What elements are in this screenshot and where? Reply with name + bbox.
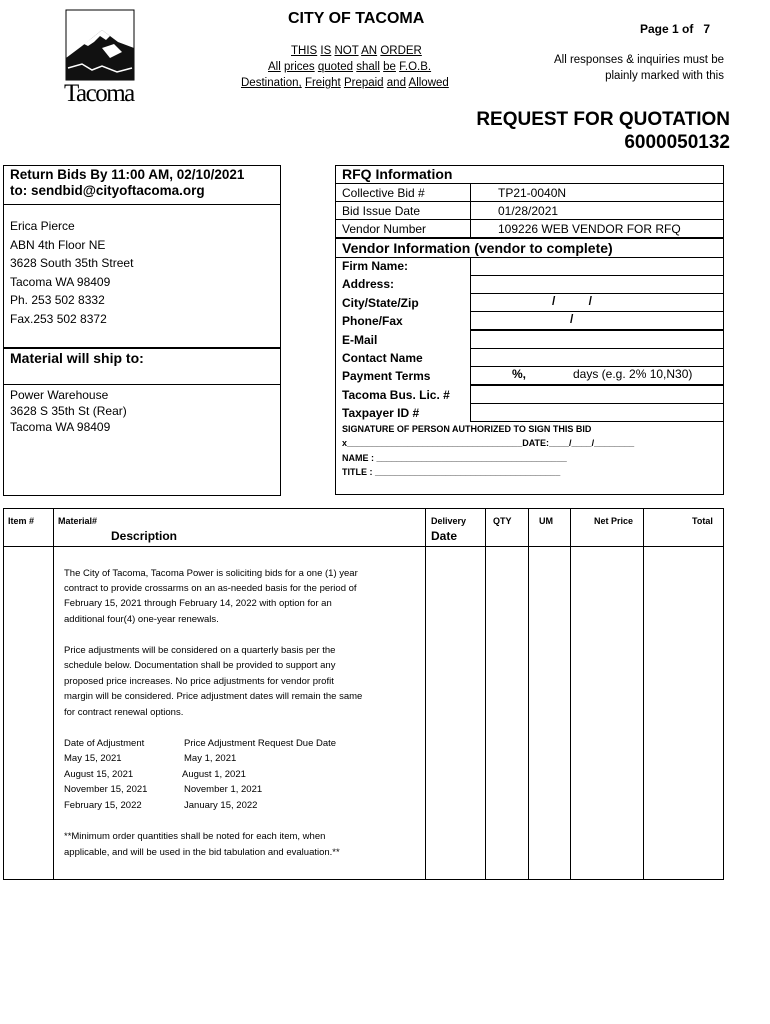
- contact-block: [10, 217, 133, 328]
- adjustment-date: August 15, 2021: [64, 769, 134, 780]
- not-order-notice: THIS IS NOT AN ORDER: [291, 45, 422, 57]
- adjustment-col1-head: Date of Adjustment: [64, 738, 145, 749]
- return-bids-email[interactable]: to: sendbid@cityoftacoma.org: [10, 183, 205, 198]
- rfq-title: REQUEST FOR QUOTATION: [476, 109, 730, 130]
- description-line: for contract renewal options.: [64, 707, 184, 718]
- phone-fax-slash: /: [570, 312, 574, 326]
- adjustment-due: May 1, 2021: [184, 753, 237, 764]
- address-field[interactable]: [470, 275, 724, 294]
- col-total: Total: [692, 516, 713, 526]
- city-logo: [62, 8, 136, 112]
- page-indicator: Page 1 of 7: [640, 22, 711, 36]
- col-qty: QTY: [493, 516, 512, 526]
- adjustment-date: May 15, 2021: [64, 753, 122, 764]
- adjustment-due: January 15, 2022: [184, 800, 258, 811]
- rfq-number: 6000050132: [624, 132, 730, 153]
- email-field[interactable]: [470, 330, 724, 349]
- col-description: Description: [111, 529, 178, 543]
- contact-line: ABN 4th Floor NE: [10, 237, 106, 252]
- description-line: contract to provide crossarms on an as-needed basis for the period of: [64, 583, 357, 594]
- vendor-number-value: 109226 WEB VENDOR FOR RFQ: [498, 222, 681, 236]
- signature-line[interactable]: x___________________________________DATE:____/____/________: [342, 438, 635, 448]
- phone-fax-field[interactable]: [470, 311, 724, 330]
- description-line: margin will be considered. Price adjustment dates will remain the same: [64, 691, 363, 702]
- col-delivery: Delivery: [431, 516, 467, 526]
- description-line: Price adjustments will be considered on a quarterly basis per the: [64, 645, 336, 656]
- title-line[interactable]: TITLE : _____________________________________: [342, 467, 561, 477]
- return-bids-box: [3, 165, 281, 496]
- business-license-field[interactable]: [470, 385, 724, 404]
- description-line: additional four(4) one-year renewals.: [64, 614, 219, 625]
- contact-line: Tacoma WA 98409: [10, 274, 111, 289]
- contact-line: 3628 South 35th Street: [10, 256, 134, 270]
- return-bids-deadline: Return Bids By 11:00 AM, 02/10/2021: [10, 167, 245, 182]
- col-material: Material#: [58, 516, 98, 526]
- col-item: Item #: [8, 516, 35, 526]
- adjustment-due: November 1, 2021: [184, 784, 263, 795]
- rfq-info-rows: Collective Bid # Bid Issue Date Vendor Number: [342, 186, 427, 236]
- description-line: schedule below. Documentation shall be provided to support any: [64, 660, 336, 671]
- description-line: The City of Tacoma, Tacoma Power is soliciting bids for a one (1) year: [64, 568, 358, 579]
- name-line[interactable]: NAME : ______________________________________: [342, 453, 567, 463]
- col-net-price: Net Price: [594, 516, 634, 526]
- contact-line: Erica Pierce: [10, 219, 75, 233]
- inquiries-note-1: All responses & inquiries must be: [553, 54, 724, 66]
- ship-to-address: Power Warehouse 3628 S 35th St (Rear) Tacoma WA 98409: [10, 388, 127, 434]
- adjustment-col2-head: Price Adjustment Request Due Date: [184, 738, 337, 749]
- description-line: proposed price increases. No price adjustments for vendor profit: [64, 676, 334, 687]
- adjustment-due: August 1, 2021: [182, 769, 246, 780]
- payment-percent: %,: [512, 367, 527, 381]
- collective-bid-value: TP21-0040N: [498, 186, 567, 200]
- inquiries-note-2: plainly marked with this: [605, 70, 724, 82]
- description-line: February 15, 2021 through February 14, 2022 with option for an: [64, 598, 332, 609]
- contact-line: Fax.253 502 8372: [10, 311, 107, 326]
- fob-line-2: Destination, Freight Prepaid and Allowed: [241, 77, 449, 89]
- vendor-field-labels: Firm Name: Address: City/State/Zip Phone/Fax E-Mail Contact Name Payment Terms Tacoma Bus. Lic. # Taxpayer ID #: [342, 259, 450, 421]
- min-order-note-2: applicable, and will be used in the bid tabulation and evaluation.**: [64, 847, 340, 858]
- col-date: Date: [431, 529, 458, 543]
- vendor-info-title: Vendor Information (vendor to complete): [342, 240, 613, 256]
- taxpayer-id-field[interactable]: [470, 403, 724, 422]
- adjustment-date: February 15, 2022: [64, 800, 142, 811]
- fob-line-1: All prices quoted shall be F.O.B.: [268, 61, 432, 73]
- signature-heading: SIGNATURE OF PERSON AUTHORIZED TO SIGN THIS BID: [342, 424, 592, 434]
- city-state-zip-slashes: / /: [552, 294, 593, 308]
- city-state-zip-field[interactable]: [470, 293, 724, 312]
- contact-name-field[interactable]: [470, 348, 724, 367]
- contact-line: Ph. 253 502 8332: [10, 293, 105, 307]
- min-order-note-1: **Minimum order quantities shall be noted for each item, when: [64, 831, 326, 842]
- rfq-info-title: RFQ Information: [342, 166, 453, 182]
- payment-days: days (e.g. 2% 10,N30): [573, 367, 693, 381]
- logo-text: Tacoma: [64, 80, 134, 107]
- bid-issue-date-value: 01/28/2021: [498, 204, 559, 218]
- firm-name-field[interactable]: [470, 257, 724, 276]
- adjustment-date: November 15, 2021: [64, 784, 148, 795]
- city-name: CITY OF TACOMA: [288, 10, 425, 27]
- col-um: UM: [539, 516, 553, 526]
- rfq-info-values: [498, 184, 681, 238]
- ship-to-title: Material will ship to:: [10, 350, 144, 366]
